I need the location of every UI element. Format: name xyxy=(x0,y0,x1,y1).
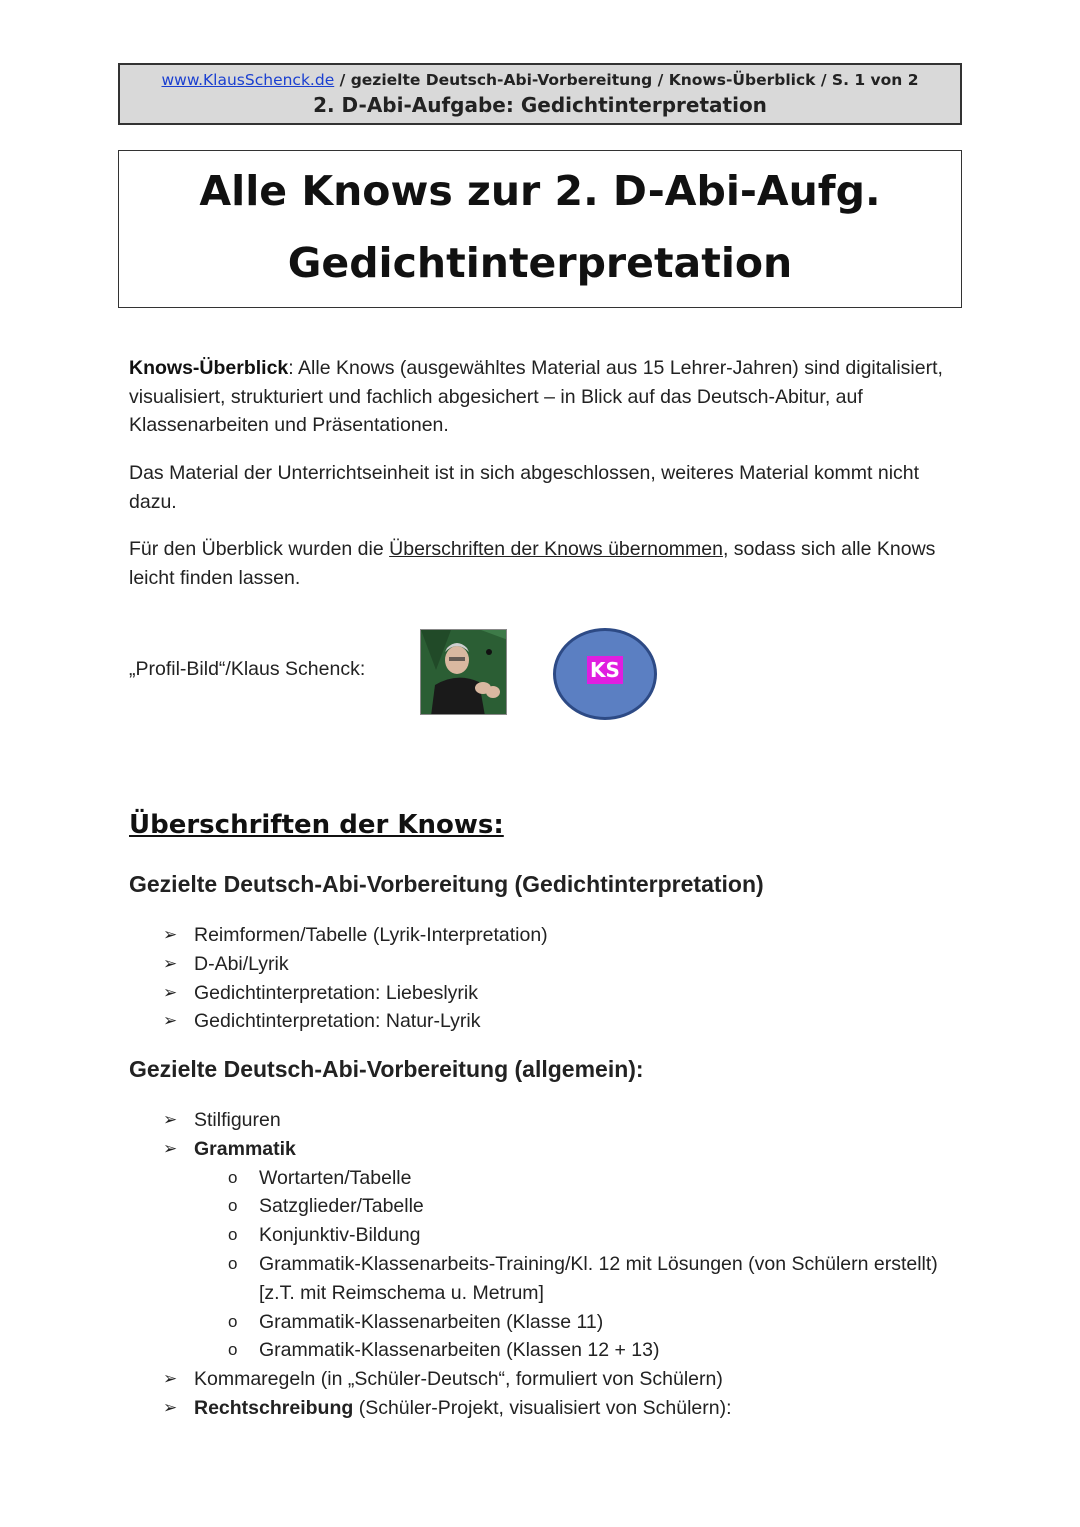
sublist-item: o Konjunktiv-Bildung xyxy=(228,1221,948,1250)
title-box xyxy=(118,150,962,308)
overview-text-underlined: Überschriften der Knows übernommen xyxy=(389,538,723,560)
arrow-bullet-icon: ➢ xyxy=(163,982,178,1002)
arrow-bullet-icon: ➢ xyxy=(163,1110,178,1129)
circle-bullet-icon: o xyxy=(228,1167,238,1187)
list-item-rechtschreibung: ➢ Rechtschreibung (Schüler-Projekt, visualisiert von Schülern): xyxy=(163,1394,948,1423)
group2-heading: Gezielte Deutsch-Abi-Vorbereitung (allgemein): xyxy=(129,1056,644,1082)
sublist-item: o Grammatik-Klassenarbeits-Training/Kl. 12 mit Lösungen (von Schülern erstellt) [z.T. mit Reimschema u. Metrum] xyxy=(228,1250,948,1308)
sublist-item: o Grammatik-Klassenarbeiten (Klassen 12 + 13) xyxy=(228,1336,948,1365)
overview-paragraph xyxy=(129,535,949,592)
group2-list xyxy=(163,1106,948,1423)
list-item: ➢ Gedichtinterpretation: Natur-Lyrik xyxy=(163,1007,548,1036)
sublist-item: o Wortarten/Tabelle xyxy=(228,1164,948,1193)
arrow-bullet-icon: ➢ xyxy=(163,1138,178,1158)
group1-list xyxy=(163,921,548,1036)
material-paragraph: Das Material der Unterrichtseinheit ist in sich abgeschlossen, weiteres Material kommt nicht dazu. xyxy=(129,462,920,513)
overview-text-before: Für den Überblick wurden die xyxy=(129,538,390,560)
group1-heading: Gezielte Deutsch-Abi-Vorbereitung (Gedichtinterpretation) xyxy=(129,871,764,897)
list-item: ➢ Gedichtinterpretation: Liebeslyrik xyxy=(163,979,548,1008)
grammatik-sublist xyxy=(228,1164,948,1366)
circle-bullet-icon: o xyxy=(228,1253,238,1273)
circle-bullet-icon: o xyxy=(228,1225,238,1245)
intro-paragraph xyxy=(129,354,949,440)
arrow-bullet-icon: ➢ xyxy=(163,953,178,973)
website-link[interactable]: www.KlausSchenck.de xyxy=(161,71,335,89)
list-item-kommaregeln: ➢ Kommaregeln (in „Schüler-Deutsch“, formuliert von Schülern) xyxy=(163,1365,948,1394)
intro-label: Knows-Überblick xyxy=(129,357,289,379)
header-path-line xyxy=(120,71,960,89)
list-item: ➢ Reimformen/Tabelle (Lyrik-Interpretation) xyxy=(163,921,548,950)
header-subtitle: 2. D-Abi-Aufgabe: Gedichtinterpretation xyxy=(313,93,767,117)
circle-bullet-icon: o xyxy=(228,1196,238,1216)
ks-logo-badge: KS xyxy=(587,656,623,684)
title-line-2: Gedichtinterpretation xyxy=(287,239,793,287)
overview-text-after: , sodass sich alle Knows leicht finden lassen. xyxy=(129,538,936,589)
title-line-1: Alle Knows zur 2. D-Abi-Aufg. xyxy=(199,167,881,215)
intro-text: : Alle Knows (ausgewähltes Material aus 15 Lehrer-Jahren) sind digitalisiert, visualisiert, strukturiert und fachlich abgesichert – in Blick auf das Deutsch-Abitur, auf Klassenarbeiten und Präsentationen. xyxy=(129,357,943,436)
section-heading: Überschriften der Knows: xyxy=(129,810,504,840)
page-header xyxy=(118,63,962,125)
list-item-grammatik: ➢ Grammatik o Wortarten/Tabelle o Satzglieder/Tabelle o Konjunktiv-Bildung o Grammatik-Klassenarbeits-Training/Kl. 12 mit Lösungen (von Schülern erstellt) [z.T. mit Reimschema u. Metrum] o Grammatik-Klassenarbeiten (Klasse 11) o Grammatik-Klassenarbeiten (Klassen 12 + 13) xyxy=(163,1135,948,1365)
sublist-item: o Satzglieder/Tabelle xyxy=(228,1192,948,1221)
arrow-bullet-icon: ➢ xyxy=(163,1011,178,1031)
circle-bullet-icon: o xyxy=(228,1311,238,1331)
circle-bullet-icon: o xyxy=(228,1340,238,1360)
arrow-bullet-icon: ➢ xyxy=(163,925,178,944)
profile-label: „Profil-Bild“/Klaus Schenck: xyxy=(129,658,366,680)
sublist-item: o Grammatik-Klassenarbeiten (Klasse 11) xyxy=(228,1308,948,1337)
list-item: ➢ D-Abi/Lyrik xyxy=(163,950,548,979)
arrow-bullet-icon: ➢ xyxy=(163,1397,178,1417)
arrow-bullet-icon: ➢ xyxy=(163,1369,178,1389)
profile-photo xyxy=(420,629,507,715)
list-item-stilfiguren: ➢ Stilfiguren xyxy=(163,1106,948,1135)
header-path: / gezielte Deutsch-Abi-Vorbereitung / Knows-Überblick / S. 1 von 2 xyxy=(334,71,919,89)
